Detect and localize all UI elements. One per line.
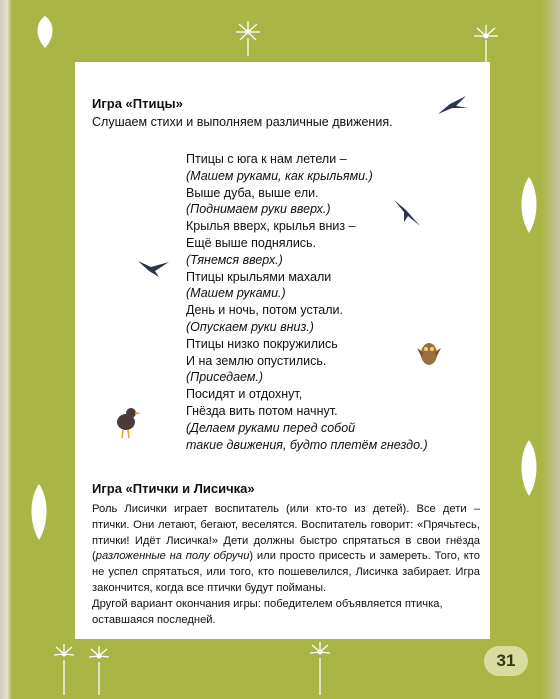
poem-line: Птицы с юга к нам летели – <box>186 152 347 166</box>
poem-line: (Приседаем.) <box>186 370 264 385</box>
leaf-icon <box>30 14 60 50</box>
game-birds-intro: Слушаем стихи и выполняем различные движения. <box>92 115 393 129</box>
owl-icon <box>414 336 444 368</box>
game-birds-title: Игра «Птицы» <box>92 96 183 111</box>
leaf-icon <box>514 438 544 498</box>
swallow-icon <box>137 258 171 278</box>
game-description-paragraph <box>92 502 480 597</box>
poem-line: Птицы низко покружились <box>186 336 338 351</box>
poem-line: (Тянемся вверх.) <box>186 252 283 267</box>
poem-line: (Поднимаем руки вверх.) <box>186 202 331 217</box>
leaf-icon <box>24 482 54 542</box>
paragraph-text: Роль Лисички играет воспитатель (или кто-то из детей). Все дети – птички. Они летают, бегают, веселятся. Воспитатель говорит: «Прячьтесь, птички! Идёт Лисичка!» Дети должны быстро спрятаться в свои гнёзда ( <box>92 503 480 563</box>
game-birds-fox-title: Игра «Птички и Лисичка» <box>92 481 255 496</box>
book-spine <box>0 0 12 699</box>
poem-line: День и ночь, потом устали. <box>186 303 344 318</box>
leaf-icon <box>514 175 544 235</box>
poem-line: (Машем руками, как крыльями.) <box>186 168 373 183</box>
poem-line: Выше дуба, выше ели. <box>186 185 319 200</box>
swallow-icon <box>392 198 422 228</box>
poem-block <box>186 151 428 453</box>
poem-line: И на землю опустились. <box>186 353 327 368</box>
paragraph-italic-text: разложенные на полу обручи <box>95 550 250 563</box>
poem-line: (Машем руками.) <box>186 286 286 301</box>
page-edge <box>542 0 560 699</box>
starling-icon <box>112 404 142 440</box>
page-number-badge: 31 <box>484 646 528 676</box>
dandelion-icon <box>290 640 360 695</box>
poem-line: Ещё выше поднялись. <box>186 235 317 250</box>
poem-line: (Опускаем руки вниз.) <box>186 319 314 334</box>
dandelion-icon <box>44 640 124 695</box>
poem-line: такие движения, будто плетём гнездо.) <box>186 437 428 452</box>
dandelion-icon <box>468 22 504 62</box>
game-alt-ending-paragraph: Другой вариант окончания игры: победителем объявляется птичка, оставшаяся последней. <box>92 598 443 626</box>
swallow-icon <box>436 94 470 116</box>
poem-line: Посидят и отдохнут, <box>186 387 303 402</box>
poem-line: (Делаем руками перед собой <box>186 420 356 435</box>
dandelion-icon <box>228 18 268 58</box>
paragraph-text: ) или просто присесть и замереть. Того, кто не успел спрятаться, или того, кто пошевелился, Лисичка забирает. Игра закончится, когда все птички будут пойманы. <box>92 550 480 594</box>
poem-line: Гнёзда вить потом начнут. <box>186 403 338 418</box>
poem-line: Крылья вверх, крылья вниз – <box>186 219 356 234</box>
poem-line: Птицы крыльями махали <box>186 269 332 284</box>
